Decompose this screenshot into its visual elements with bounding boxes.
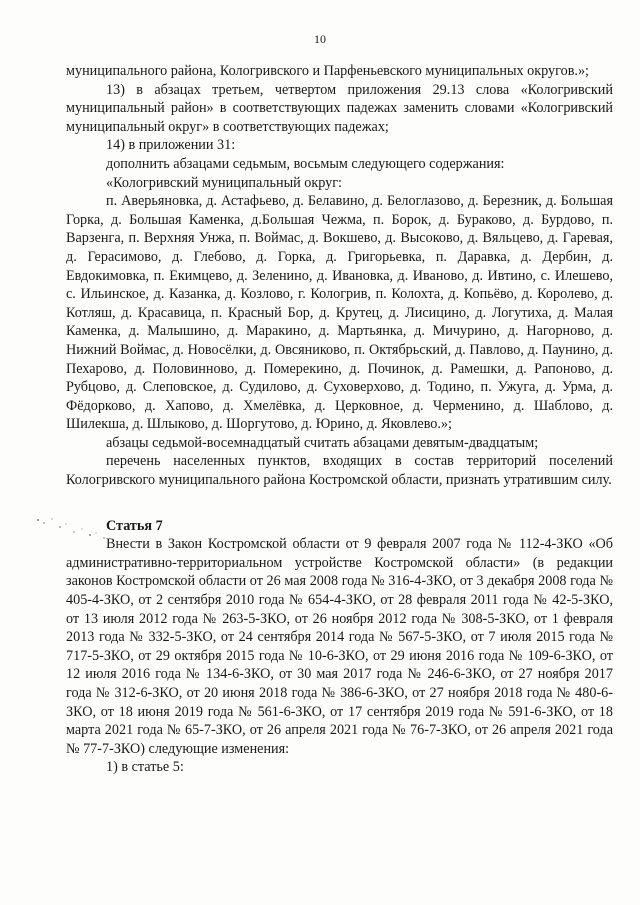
paragraph-supplement: дополнить абзацами седьмым, восьмым следующего содержания:	[106, 155, 505, 172]
paragraph-settlement-list: п. Аверьяновка, д. Астафьево, д. Белавино, д. Белоглазово, д. Березник, д. Большая Горка, д. Большая Каменка, д.Большая Чежма, п. Борок, д. Бураково, д. Бурдово, п. Варзенга, п. Верхняя Унжа, п. Воймас, д. Вокшево, д. Высоково, д. Вяльцево, д. Гаревая, д. Герасимово, д. Глебово, д. Горка, д. Григорьевка, п. Даравка, д. Дербин, д. Евдокимовка, п. Екимцево, д. Зеленино, д. Ивановка, д. Иваново, д. Ивтино, с. Илешево, с. Ильинское, д. Казанка, д. Козлово, г. Кологрив, п. Колохта, д. Копьёво, д. Королево, д. Котляш, д. Красавица, п. Красный Бор, д. Крутец, д. Лисицино, д. Логутиха, д. Малая Каменка, д. Малышино, д. Маракино, д. Мартьянка, д. Мичурино, д. Нагорново, д. Нижний Воймас, д. Новосёлки, д. Овсяниково, п. Октябрьский, д. Павлово, д. Паунино, д. Пехарово, д. Половинново, д. Померекино, д. Починок, д. Рамешки, д. Рапоново, д. Рубцово, д. Слеповское, д. Судилово, д. Суховерхово, д. Тодино, п. Ужуга, д. Урма, д. Фёдорково, д. Хапово, д. Хмелёвка, д. Церковное, д. Черменино, д. Шаблово, д. Шилекша, д. Шлыково, д. Шоргутово, д. Юрино, д. Яковлево.»;	[66, 193, 613, 433]
document-body	[66, 62, 613, 777]
paragraph-continuation: муниципального района, Кологривского и Парфеньевского муниципальных округов.»;	[66, 63, 589, 79]
paragraph-item-1: 1) в статье 5:	[106, 759, 184, 776]
paragraph-article-7-amendments: Внести в Закон Костромской области от 9 февраля 2007 года № 112-4-ЗКО «Об административно-территориальном устройстве Костромской области» (в редакции законов Костромской области от 26 мая 2008 года № 316-4-ЗКО, от 3 декабря 2008 года № 405-4-ЗКО, от 2 сентября 2010 года № 654-4-ЗКО, от 28 февраля 2011 года № 42-5-ЗКО, от 13 июля 2012 года № 263-5-ЗКО, от 26 ноября 2012 года № 308-5-ЗКО, от 1 февраля 2013 года № 332-5-ЗКО, от 24 сентября 2014 года № 567-5-ЗКО, от 7 июля 2015 года № 717-5-ЗКО, от 29 октября 2015 года № 10-6-ЗКО, от 29 июня 2016 года № 109-6-ЗКО, от 12 июля 2016 года № 134-6-ЗКО, от 30 мая 2017 года № 246-6-ЗКО, от 27 ноября 2017 года № 312-6-ЗКО, от 20 июня 2018 года № 386-6-ЗКО, от 27 ноября 2018 года № 480-6-ЗКО, от 18 июня 2019 года № 561-6-ЗКО, от 17 сентября 2019 года № 591-6-ЗКО, от 18 марта 2021 года № 65-7-ЗКО, от 26 апреля 2021 года № 76-7-ЗКО, от 26 апреля 2021 года № 77-7-ЗКО) следующие изменения:	[66, 536, 613, 757]
paragraph-repeal: перечень населенных пунктов, входящих в состав территорий поселений Кологривского муниципального района Костромской области, признать утратившим силу.	[66, 453, 613, 489]
scan-noise-marks	[30, 514, 120, 544]
paragraph-okrug-heading: «Кологривский муниципальный округ:	[106, 174, 342, 191]
paragraph-renumbering: абзацы седьмой-восемнадцатый считать абзацами девятым-двадцатым;	[106, 434, 539, 451]
article-title: Статья 7	[106, 517, 163, 534]
paragraph-item-14: 14) в приложении 31:	[106, 137, 236, 154]
paragraph-item-13: 13) в абзацах третьем, четвертом приложения 29.13 слова «Кологривский муниципальный район» в соответствующих падежах заменить словами «Кологривский муниципальный округ» в соответствующих падежах;	[66, 81, 613, 135]
page-number: 10	[314, 32, 326, 46]
